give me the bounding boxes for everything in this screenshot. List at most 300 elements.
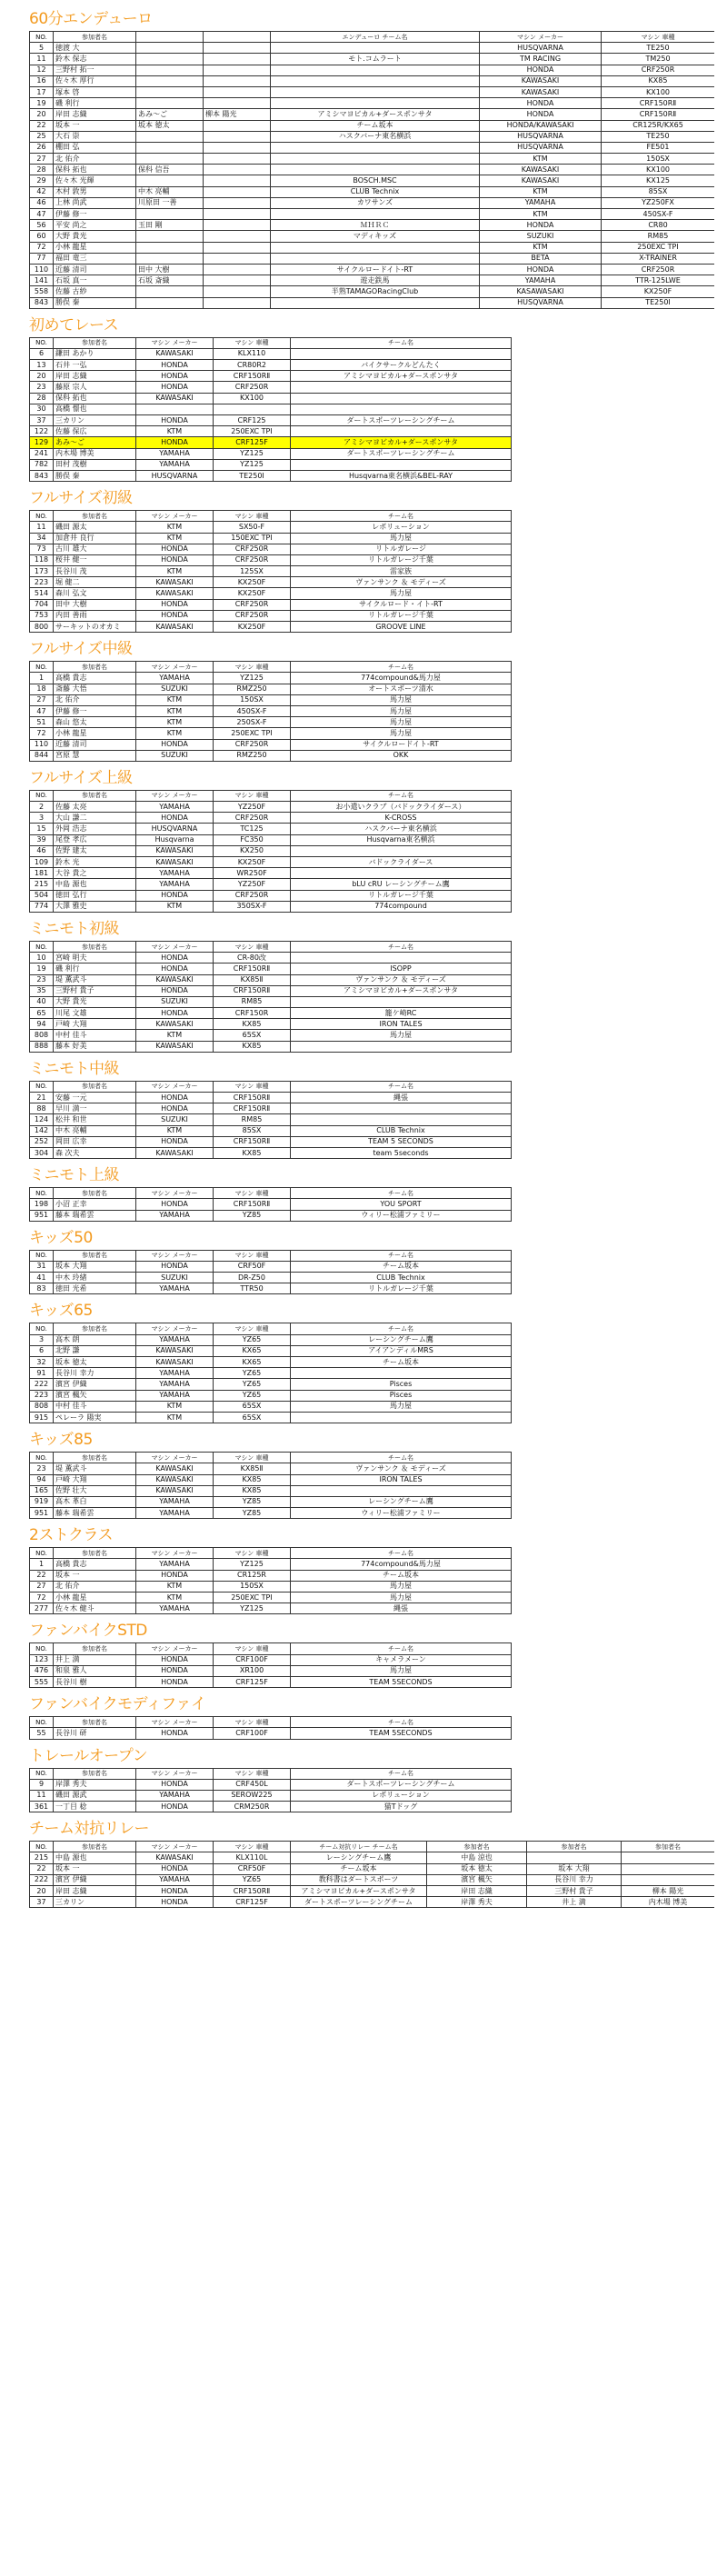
entry-cell: 124 [30,1114,54,1125]
entry-cell: HONDA [136,360,214,371]
entry-table [29,337,512,482]
entry-row [30,879,512,890]
entry-cell [136,54,204,65]
entry-cell: 215 [30,1852,54,1863]
entry-cell: 馬力屋 [291,1593,512,1603]
entry-cell: CRF150RⅡ [214,1199,291,1210]
entry-cell: 磯 利行 [54,98,136,109]
entry-cell: KX85 [602,75,715,86]
entry-cell: 濱宮 伊織 [54,1379,136,1390]
column-header: マシン メーカー [136,337,214,348]
header-row [30,1250,512,1261]
entry-cell: 高橋 貴志 [54,673,136,684]
entry-cell: 鈴木 保志 [54,54,136,65]
entry-cell: 玉田 剛 [136,220,204,231]
entry-cell: YAMAHA [136,1210,214,1221]
entry-cell: 小林 龍星 [54,1593,136,1603]
entry-cell: 坂本 一 [54,120,136,131]
entry-cell: YZ65 [214,1334,291,1345]
header-row [30,1548,512,1559]
column-header: チーム名 [291,1768,512,1779]
entry-cell: 150SX [214,1581,291,1592]
entry-cell: 26 [30,142,54,153]
section [29,1165,714,1222]
entry-row [30,1463,512,1474]
entry-row [30,1093,512,1103]
entry-cell: 72 [30,1593,54,1603]
entry-cell: 150SX [602,154,715,165]
section [29,1301,714,1423]
column-header: NO. [30,1250,54,1261]
entry-row [30,348,512,359]
entry-cell: 佐野 建太 [54,845,136,856]
entry-cell: リトルガレージ千葉 [291,610,512,621]
entry-cell: リトルガレージ [291,544,512,554]
entry-cell [136,175,204,186]
entry-cell: 277 [30,1603,54,1614]
entry-row [30,1210,512,1221]
column-header: マシン メーカー [136,1768,214,1779]
entry-row [30,802,512,813]
entry-row [30,1728,512,1739]
entry-cell: 27 [30,694,54,705]
entry-cell: IRON TALES [291,1019,512,1030]
entry-cell: CRF150RⅡ [214,1136,291,1147]
entry-cell: 704 [30,599,54,610]
entry-cell [291,953,512,964]
column-header: マシン 車種 [214,1548,291,1559]
entry-cell: KTM [480,209,602,220]
entry-cell: SUZUKI [480,231,602,242]
entry-cell: 514 [30,588,54,599]
entry-cell: 北 佑介 [54,154,136,165]
entry-cell: 福田 竜三 [54,253,136,264]
section-title: 60分エンデューロ [29,10,153,28]
entry-row [30,901,512,912]
column-header: マシン 車種 [214,1188,291,1199]
entry-cell: 555 [30,1676,54,1687]
entry-cell [136,75,204,86]
entry-cell: XR100 [214,1665,291,1676]
entry-cell: 大谷 貴之 [54,868,136,879]
entry-cell: レーシングチーム鷹 [291,1852,427,1863]
entry-cell: 堀 健二 [54,577,136,588]
entry-row [30,360,512,371]
entry-cell: KTM [480,186,602,197]
entry-cell: 774 [30,901,54,912]
entry-cell: CRF250R [214,813,291,824]
entry-cell: 129 [30,437,54,448]
entry-cell: 125SX [214,566,291,577]
entry-cell: KX85 [214,1474,291,1485]
entry-cell: KAWASAKI [136,1345,214,1356]
entry-cell [291,1041,512,1052]
section [29,1525,714,1614]
entry-cell: 藤本 好美 [54,1041,136,1052]
entry-cell: 岡田 広幸 [54,1136,136,1147]
entry-cell: KAWASAKI [480,165,602,175]
entry-cell: KAWASAKI [480,75,602,86]
entry-cell: 佐野 壮大 [54,1485,136,1496]
entry-cell: CLUB Technix [271,186,480,197]
section-title: 初めてレース [29,315,119,334]
entry-cell: 坂本 徳太 [427,1863,527,1874]
entry-row [30,120,715,131]
entry-cell: 94 [30,1474,54,1485]
entry-cell: 磯田 源武 [54,1790,136,1801]
entry-cell: K-CROSS [291,813,512,824]
entry-cell: 77 [30,253,54,264]
entry-cell: 田村 茂樹 [54,459,136,470]
entry-cell: 保科 拓也 [54,393,136,404]
entry-cell [136,86,204,97]
entry-cell: KX100 [602,86,715,97]
column-header: マシン メーカー [136,1323,214,1334]
column-header: マシン メーカー [136,1453,214,1463]
entry-cell: SEROW225 [214,1790,291,1801]
entry-cell: 222 [30,1874,54,1885]
entry-row [30,705,512,716]
entry-cell: 松井 和世 [54,1114,136,1125]
column-header: マシン メーカー [136,1188,214,1199]
entry-cell: あみ～ご [54,437,136,448]
entry-row [30,131,715,142]
entry-cell: KX100 [214,393,291,404]
column-header: 参加者名 [54,1250,136,1261]
entry-cell: 252 [30,1136,54,1147]
entry-row [30,65,715,75]
entry-cell: 16 [30,75,54,86]
entry-cell [204,131,271,142]
entry-cell: CLUB Technix [291,1273,512,1283]
entry-cell: CR125R/KX65 [602,120,715,131]
entry-cell: KX250F [214,857,291,868]
column-header: マシン 車種 [214,1717,291,1728]
entry-cell: HONDA [136,1886,214,1897]
entry-cell: 安藤 一元 [54,1093,136,1103]
entry-cell: 173 [30,566,54,577]
entry-row [30,750,512,761]
entry-cell: 一丁目 稔 [54,1802,136,1812]
column-header: 参加者名 [54,790,136,801]
entry-cell: KX250F [214,577,291,588]
entry-cell: KTM [136,1401,214,1412]
column-header: 参加者名 [54,1643,136,1654]
entry-row [30,286,715,297]
entry-cell: 23 [30,382,54,393]
entry-cell: 37 [30,415,54,426]
entry-cell: HONDA [136,415,214,426]
entry-cell: KTM [136,1593,214,1603]
entry-cell: 19 [30,98,54,109]
entry-cell: レーシングチーム鷹 [291,1496,512,1507]
entry-row [30,673,512,684]
entry-cell: 65SX [214,1030,291,1041]
entry-cell [204,197,271,208]
entry-cell [136,404,214,414]
entry-cell: CR-80改 [214,953,291,964]
entry-cell: YAMAHA [136,868,214,879]
entry-cell: 141 [30,275,54,286]
section-title: キッズ65 [29,1302,93,1321]
entry-cell: RM85 [214,1114,291,1125]
entry-cell: 142 [30,1125,54,1136]
entry-cell: 宮原 慧 [54,750,136,761]
entry-cell: CRF150RⅡ [602,98,715,109]
entry-cell: 佐藤 古紗 [54,286,136,297]
entry-cell: 加倉井 良行 [54,533,136,544]
entry-cell: バイクサークルどんたく [291,360,512,371]
entry-cell: アミシマヨビカル+ダースポンサタ [291,985,512,996]
entry-cell [204,264,271,275]
entry-cell: KAWASAKI [136,1019,214,1030]
entry-cell: 木村 敦男 [54,186,136,197]
entry-cell: YAMAHA [136,1334,214,1345]
column-header: 参加者名 [54,1842,136,1852]
entry-row [30,75,715,86]
entry-cell: CRF150RⅡ [214,964,291,974]
column-header: 参加者名 [54,1768,136,1779]
entry-cell: 馬力屋 [291,1581,512,1592]
entry-cell: 3 [30,1334,54,1345]
entry-row [30,1390,512,1401]
entry-cell: YZ250F [214,879,291,890]
entry-cell: 215 [30,879,54,890]
entry-cell: 304 [30,1147,54,1158]
entry-cell: KTM [136,1030,214,1041]
entry-row [30,86,715,97]
entry-cell: KAWASAKI [136,1463,214,1474]
header-row [30,337,512,348]
entry-cell: KTM [136,533,214,544]
entry-cell: KX250F [602,286,715,297]
entry-cell: 25 [30,131,54,142]
entry-cell: アミシマヨビカル+ダースポンサタ [271,109,480,120]
section-title: キッズ50 [29,1228,93,1247]
entry-cell: 56 [30,220,54,231]
column-header [204,32,271,43]
entry-cell: リトルガレージ千葉 [291,890,512,901]
entry-cell: HONDA [136,1897,214,1908]
entry-cell: team 5seconds [291,1147,512,1158]
entry-cell: 坂本 大翔 [54,1261,136,1272]
entry-cell: 65SX [214,1401,291,1412]
entry-cell: HONDA [136,953,214,964]
entry-table [29,941,512,1053]
column-header: エンデューロ チーム名 [271,32,480,43]
entry-cell [136,65,204,75]
entry-cell: 774compound&馬力屋 [291,673,512,684]
entry-row [30,253,715,264]
entry-table [29,790,512,913]
column-header: マシン メーカー [136,1717,214,1728]
entry-cell: KX85 [214,1041,291,1052]
entry-cell: 中木 玲緒 [54,1273,136,1283]
column-header: チーム名 [291,1643,512,1654]
entry-cell: 田中 大樹 [54,599,136,610]
entry-cell: サーキットのオカミ [54,622,136,633]
entry-cell: 棚田 弘 [54,142,136,153]
entry-cell: 22 [30,1570,54,1581]
entry-cell: 17 [30,86,54,97]
entry-cell [291,393,512,404]
column-header: NO. [30,1453,54,1463]
entry-row [30,186,715,197]
entry-row [30,974,512,985]
entry-list-page [29,9,714,2576]
column-header: 参加者名 [54,1323,136,1334]
entry-row [30,142,715,153]
entry-cell: 柳本 陽光 [622,1886,715,1897]
entry-cell: 馬力屋 [291,588,512,599]
header-row [30,941,512,952]
entry-cell: KTM [136,1125,214,1136]
entry-row [30,1559,512,1570]
entry-cell: 91 [30,1368,54,1379]
entry-cell [204,165,271,175]
entry-cell: KX65 [214,1345,291,1356]
column-header: チーム対抗リレー チーム名 [291,1842,427,1852]
entry-cell: SUZUKI [136,1273,214,1283]
entry-cell: 46 [30,845,54,856]
entry-cell: チーム坂本 [291,1261,512,1272]
entry-cell: 10 [30,953,54,964]
entry-cell: KAWASAKI [136,1485,214,1496]
header-row [30,1643,512,1654]
entry-cell: 石坂 真一 [54,275,136,286]
entry-cell: ハスクバーナ東名横浜 [271,131,480,142]
entry-cell: 馬力屋 [291,1401,512,1412]
entry-cell: TEAM 5 SECONDS [291,1136,512,1147]
entry-cell: 外岡 浩志 [54,824,136,834]
entry-cell: KAWASAKI [136,622,214,633]
entry-cell: CRF100F [214,1654,291,1665]
entry-cell: 28 [30,393,54,404]
entry-cell: HONDA [136,1802,214,1812]
column-header: マシン 車種 [214,1323,291,1334]
entry-cell: 坂本 徳太 [136,120,204,131]
entry-row [30,985,512,996]
column-header: 参加者名 [54,1081,136,1092]
entry-cell: KX100 [602,165,715,175]
entry-table [29,1547,512,1614]
entry-cell: 徳田 光希 [54,1283,136,1294]
entry-cell: KX250F [214,588,291,599]
entry-cell: CRF250R [214,599,291,610]
entry-cell: 中村 佳斗 [54,1030,136,1041]
entry-cell: HONDA [136,1199,214,1210]
entry-cell: CRF250R [214,610,291,621]
entry-row [30,1147,512,1158]
entry-cell: 915 [30,1412,54,1423]
entry-cell: CR80R2 [214,360,291,371]
entry-cell [136,297,204,308]
entry-cell: YAMAHA [136,1496,214,1507]
header-row [30,790,512,801]
entry-cell: CRF150RⅡ [602,109,715,120]
column-header: NO. [30,1188,54,1199]
column-header: マシン 車種 [214,337,291,348]
entry-cell: 川尾 文雄 [54,1008,136,1019]
entry-cell: 塚本 啓 [54,86,136,97]
entry-cell: KAWASAKI [480,175,602,186]
entry-cell: アミシマヨビカル+ダースポンサタ [291,437,512,448]
column-header: チーム名 [291,941,512,952]
entry-row [30,165,715,175]
entry-cell: KTM [136,1581,214,1592]
entry-cell: CRF150RⅡ [214,371,291,382]
section-title: フルサイズ初級 [29,489,133,508]
entry-cell: 951 [30,1210,54,1221]
entry-row [30,1665,512,1676]
entry-cell [214,404,291,414]
entry-cell: HONDA [136,739,214,750]
column-header: マシン 車種 [214,1081,291,1092]
entry-cell: 柳本 陽光 [204,109,271,120]
entry-cell: 9 [30,1779,54,1790]
entry-row [30,1874,715,1885]
entry-cell: KAWASAKI [136,1474,214,1485]
entry-cell: 250EXC TPI [602,242,715,253]
entry-cell: 坂本 一 [54,1863,136,1874]
entry-cell: 844 [30,750,54,761]
entry-cell: 三カリン [54,1897,136,1908]
section [29,315,714,482]
section [29,9,714,309]
entry-cell [136,43,204,54]
entry-cell: KTM [480,242,602,253]
column-header: NO. [30,1768,54,1779]
entry-cell: 241 [30,448,54,459]
entry-cell: CLUB Technix [291,1125,512,1136]
entry-row [30,1654,512,1665]
entry-cell: SUZUKI [136,1114,214,1125]
entry-cell [291,1485,512,1496]
entry-cell [622,1863,715,1874]
entry-cell: CRF250R [602,264,715,275]
entry-row [30,694,512,705]
entry-cell: 20 [30,109,54,120]
entry-cell: 鎌田 あかり [54,348,136,359]
column-header: NO. [30,511,54,522]
column-header: マシン メーカー [136,1250,214,1261]
entry-cell: 川原田 一善 [136,197,204,208]
column-header: チーム名 [291,1323,512,1334]
header-row [30,1323,512,1334]
entry-cell: ISOPP [291,964,512,974]
entry-cell [204,65,271,75]
entry-cell [271,154,480,165]
column-header: NO. [30,662,54,673]
entry-cell: 110 [30,739,54,750]
entry-cell: 馬力屋 [291,533,512,544]
entry-cell: 中島 涼也 [427,1852,527,1863]
entry-cell: ダートスポーツレーシングチーム [291,415,512,426]
entry-cell: 72 [30,728,54,739]
column-header: チーム名 [291,790,512,801]
entry-cell: TEAM 5SECONDS [291,1728,512,1739]
entry-cell: CRF250R [214,382,291,393]
column-header: NO. [30,1717,54,1728]
entry-cell: FE501 [602,142,715,153]
entry-cell: 岸田 志織 [54,1886,136,1897]
column-header: チーム名 [291,1453,512,1463]
entry-row [30,522,512,533]
entry-cell: 平安 尚之 [54,220,136,231]
entry-cell [204,220,271,231]
entry-cell: HONDA [136,1570,214,1581]
entry-cell: 3 [30,813,54,824]
